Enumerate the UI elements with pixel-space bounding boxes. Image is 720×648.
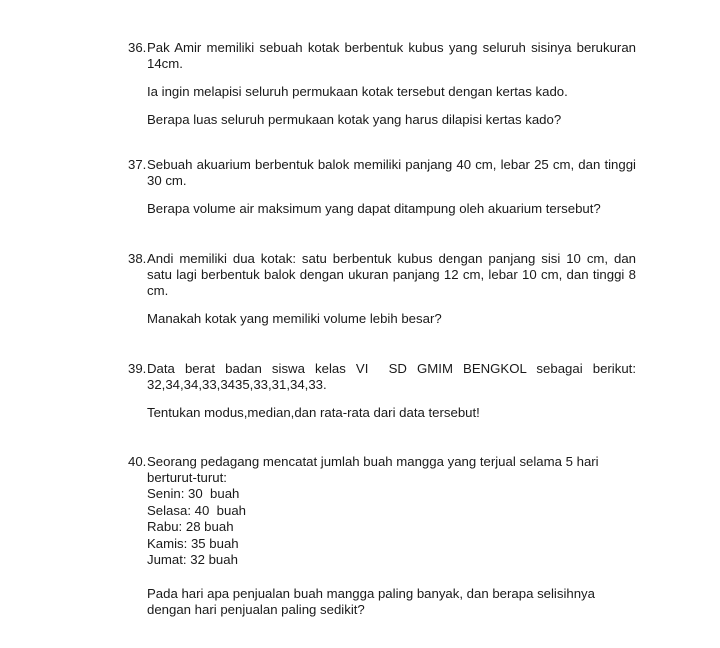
question-statement: Pak Amir memiliki sebuah kotak berbentuk kubus yang seluruh sisinya berukuran 14cm. xyxy=(147,40,636,71)
sales-list xyxy=(147,486,636,569)
question-text: Pada hari apa penjualan buah mangga paling banyak, dan berapa selisihnya dengan hari penjualan paling sedikit? xyxy=(147,585,595,617)
question-number: 36. xyxy=(128,40,147,55)
list-item: Jumat: 32 buah xyxy=(147,552,238,567)
question-number: 40. xyxy=(128,454,147,469)
question-39 xyxy=(128,361,640,421)
question-38 xyxy=(128,251,636,327)
question-context: Ia ingin melapisi seluruh permukaan kotak tersebut dengan kertas kado. xyxy=(147,84,568,99)
question-statement: Sebuah akuarium berbentuk balok memiliki panjang 40 cm, lebar 25 cm, dan tinggi 30 cm. xyxy=(147,157,636,188)
question-statement: Andi memiliki dua kotak: satu berbentuk kubus dengan panjang sisi 10 cm, dan satu lagi berbentuk balok dengan ukuran panjang 12 cm, lebar 10 cm, dan tinggi 8 cm. xyxy=(147,251,636,298)
list-item: Selasa: 40 buah xyxy=(147,502,246,518)
list-item: Senin: 30 buah xyxy=(147,486,240,501)
question-36 xyxy=(128,40,636,128)
question-number: 39. xyxy=(128,361,147,376)
question-number: 37. xyxy=(128,157,147,172)
question-text: Berapa volume air maksimum yang dapat ditampung oleh akuarium tersebut? xyxy=(147,201,601,216)
question-statement: Seorang pedagang mencatat jumlah buah mangga yang terjual selama 5 hari berturut-turut: xyxy=(147,454,599,485)
question-statement: Data berat badan siswa kelas VI SD GMIM BENGKOL sebagai berikut: 32,34,34,33,3435,33,31,34,33. xyxy=(147,361,640,392)
question-text: Tentukan modus,median,dan rata-rata dari data tersebut! xyxy=(147,405,480,420)
question-text: Berapa luas seluruh permukaan kotak yang harus dilapisi kertas kado? xyxy=(147,112,562,127)
list-item: Kamis: 35 buah xyxy=(147,535,239,551)
question-text: Manakah kotak yang memiliki volume lebih besar? xyxy=(147,311,442,326)
question-40 xyxy=(128,454,636,618)
list-item: Rabu: 28 buah xyxy=(147,519,234,534)
question-number: 38. xyxy=(128,251,147,266)
question-37 xyxy=(128,157,636,217)
